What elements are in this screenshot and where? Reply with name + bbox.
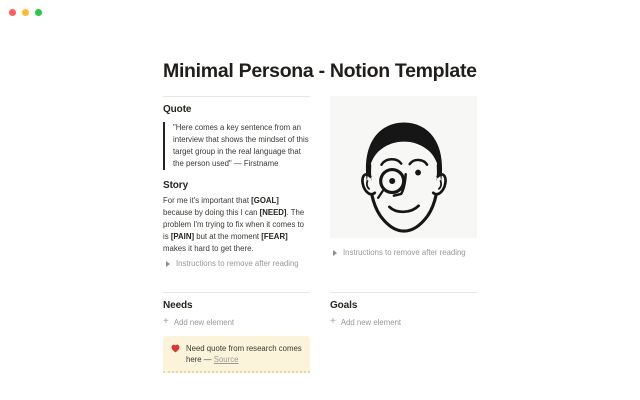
divider xyxy=(163,292,310,293)
plus-icon: + xyxy=(163,316,169,327)
add-label: Add new element xyxy=(340,317,402,327)
zoom-window-icon[interactable] xyxy=(35,9,42,16)
page-title[interactable]: Minimal Persona - Notion Template xyxy=(163,60,477,82)
quote-callout-card[interactable] xyxy=(163,336,310,373)
triangle-right-icon xyxy=(333,250,337,256)
quote-heading[interactable]: Quote xyxy=(163,104,192,115)
instructions-toggle[interactable] xyxy=(163,259,310,268)
plus-icon: + xyxy=(330,316,336,327)
story-heading[interactable]: Story xyxy=(163,180,189,191)
window-controls xyxy=(9,9,42,16)
goals-column xyxy=(330,292,477,373)
goals-heading[interactable]: Goals xyxy=(330,300,358,311)
close-window-icon[interactable] xyxy=(9,9,16,16)
instructions-toggle[interactable] xyxy=(330,248,477,257)
triangle-right-icon xyxy=(166,261,170,267)
story-paragraph[interactable]: For me it's important that [GOAL] because by doing this I can [NEED]. The problem I'm trying to fix when it comes to is [PAIN] but at the moment [FEAR] makes it hard to get there. xyxy=(163,196,305,253)
minimize-window-icon[interactable] xyxy=(22,9,29,16)
board-columns xyxy=(163,292,477,373)
divider xyxy=(163,96,310,97)
add-label: Add new element xyxy=(173,317,235,327)
left-column xyxy=(163,96,310,268)
needs-column xyxy=(163,292,310,373)
needs-heading[interactable]: Needs xyxy=(163,300,193,311)
divider xyxy=(330,292,477,293)
top-columns xyxy=(163,96,477,268)
heart-icon xyxy=(171,344,180,365)
toggle-label: Instructions to remove after reading xyxy=(343,248,466,257)
quote-block[interactable]: "Here comes a key sentence from an interview that shows the mindset of this target group in the real language that the person used" — Firstname xyxy=(163,122,310,170)
source-link[interactable]: Source xyxy=(213,355,239,364)
persona-image-block[interactable] xyxy=(330,96,477,238)
add-new-element-button[interactable] xyxy=(163,317,310,327)
callout-text xyxy=(186,343,302,365)
toggle-label: Instructions to remove after reading xyxy=(176,259,299,268)
right-column xyxy=(330,96,477,268)
callout-body: Need quote from research comes here — xyxy=(186,344,302,364)
persona-face-illustration xyxy=(359,118,449,235)
add-new-element-button[interactable] xyxy=(330,317,477,327)
